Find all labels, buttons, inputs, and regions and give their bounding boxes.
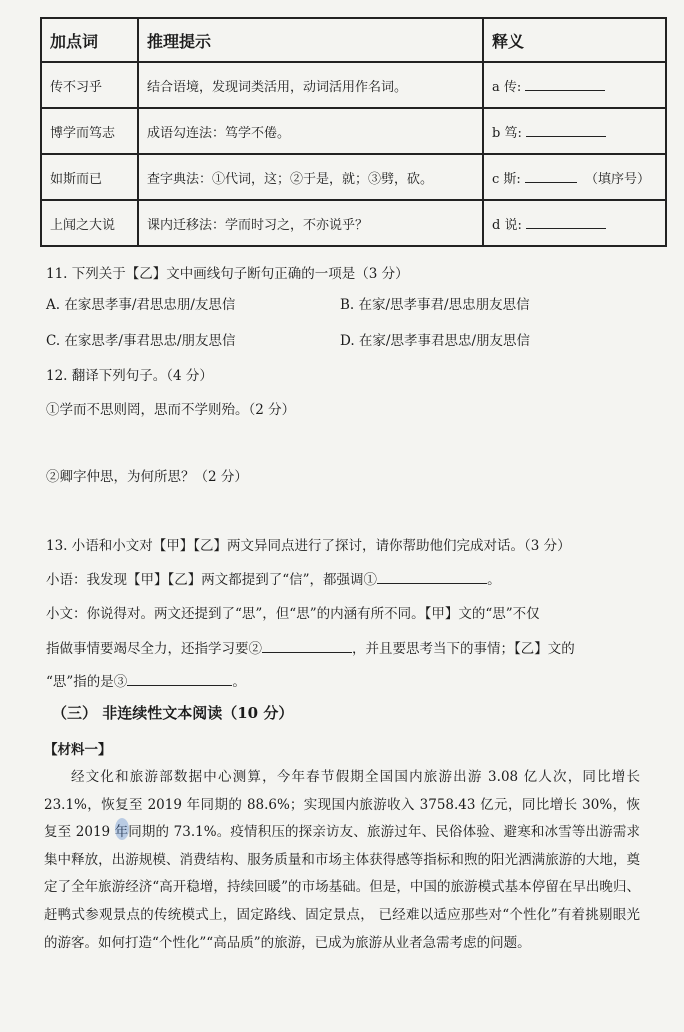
table-header: 推理提示 bbox=[138, 18, 483, 62]
table-header: 释义 bbox=[483, 18, 666, 62]
keyword-cell: 博学而笃志 bbox=[41, 108, 138, 154]
material-paragraph: 经文化和旅游部数据中心测算，今年春节假期全国国内旅游出游 3.08 亿人次，同比增长 23.1%，恢复至 2019 年同期的 88.6%；实现国内旅游收入 3758.43 亿元，同比增长 30%，恢复至 2019 年同期的 73.1%。疫情积压的探亲访友、旅游过年、民俗体验、避寒和冰雪等出游需求集中释放，出游规模、消费结构、服务质量和市场主体获得感等指标和煦的阳光洒满旅游的大地，奠定了全年旅游经济“高开稳增，持续回暖”的市场基础。但是，中国的旅游模式基本停留在早出晚归、赶鸭式参观景点的传统模式上，固定路线、固定景点， 已经难以适应那些对“个性化”有着挑剔眼光的游客。如何打造“个性化”“高品质”的旅游，已成为旅游从业者急需考虑的问题。 bbox=[44, 769, 640, 951]
dialogue-text: 。 bbox=[232, 674, 246, 690]
answer-label: d 说: bbox=[492, 217, 522, 233]
keyword-cell: 上闻之大说 bbox=[41, 200, 138, 246]
answer-blank-1[interactable] bbox=[377, 570, 487, 584]
dialogue-text: ，并且要思考当下的事情；【乙】文的 bbox=[352, 641, 575, 657]
dialogue-text: 小语：我发现【甲】【乙】两文都提到了“信”，都强调① bbox=[46, 572, 378, 588]
answer-label: c 斯: bbox=[492, 171, 521, 187]
hint-cell: 查字典法：①代词，这；②于是，就；③劈，砍。 bbox=[138, 154, 483, 200]
material-label: 【材料一】 bbox=[44, 742, 112, 758]
question-12-sentence-1: ①学而不思则罔，思而不学则殆。（2 分） bbox=[46, 402, 296, 418]
question-11-stem: 11. 下列关于【乙】文中画线句子断句正确的一项是（3 分） bbox=[46, 266, 409, 282]
answer-cell bbox=[483, 108, 666, 154]
vocab-table bbox=[40, 17, 667, 247]
dialogue-text: 。 bbox=[487, 572, 501, 588]
question-12-stem: 12. 翻译下列句子。（4 分） bbox=[46, 368, 213, 384]
table-row bbox=[41, 62, 666, 108]
table-row bbox=[41, 108, 666, 154]
option-b[interactable]: B. 在家/思孝事君/思忠朋友思信 bbox=[340, 297, 530, 313]
answer-cell bbox=[483, 62, 666, 108]
answer-blank[interactable] bbox=[526, 216, 606, 229]
section-title: （三） 非连续性文本阅读（10 分） bbox=[52, 704, 294, 722]
keyword-cell: 如斯而已 bbox=[41, 154, 138, 200]
answer-cell bbox=[483, 154, 666, 200]
table-header-row bbox=[41, 18, 666, 62]
table-row bbox=[41, 200, 666, 246]
dialogue-line-1 bbox=[46, 568, 501, 588]
table-header: 加点词 bbox=[41, 18, 138, 62]
hint-cell: 结合语境，发现词类活用，动词活用作名词。 bbox=[138, 62, 483, 108]
dialogue-text: “思”指的是③ bbox=[46, 674, 128, 690]
answer-blank[interactable] bbox=[526, 124, 606, 137]
dialogue-text: 指做事情要竭尽全力，还指学习要② bbox=[46, 641, 262, 657]
question-12-sentence-2: ②卿字仲思，为何所思？（2 分） bbox=[46, 469, 248, 485]
answer-blank[interactable] bbox=[525, 78, 605, 91]
ink-smudge bbox=[115, 818, 129, 840]
answer-blank[interactable] bbox=[525, 170, 577, 183]
option-c[interactable]: C. 在家思孝/事君思忠/朋友思信 bbox=[46, 333, 236, 349]
table-row bbox=[41, 154, 666, 200]
answer-label: a 传: bbox=[492, 79, 522, 95]
hint-cell: 成语勾连法：笃学不倦。 bbox=[138, 108, 483, 154]
dialogue-line-3 bbox=[46, 637, 575, 657]
answer-blank-2[interactable] bbox=[262, 639, 352, 653]
dialogue-line-2: 小文：你说得对。两文还提到了“思”，但“思”的内涵有所不同。【甲】文的“思”不仅 bbox=[46, 606, 540, 622]
answer-cell bbox=[483, 200, 666, 246]
keyword-cell: 传不习乎 bbox=[41, 62, 138, 108]
hint-cell: 课内迁移法：学而时习之，不亦说乎？ bbox=[138, 200, 483, 246]
answer-label: b 笃: bbox=[492, 125, 522, 141]
dialogue-line-4 bbox=[46, 670, 246, 690]
option-a[interactable]: A. 在家思孝事/君思忠朋/友思信 bbox=[46, 297, 236, 313]
question-13-stem: 13. 小语和小文对【甲】【乙】两文异同点进行了探讨，请你帮助他们完成对话。（3 分） bbox=[46, 538, 571, 554]
fill-number-note: （填序号） bbox=[584, 171, 650, 187]
option-d[interactable]: D. 在家/思孝事君思忠/朋友思信 bbox=[340, 333, 531, 349]
answer-blank-3[interactable] bbox=[127, 672, 232, 686]
